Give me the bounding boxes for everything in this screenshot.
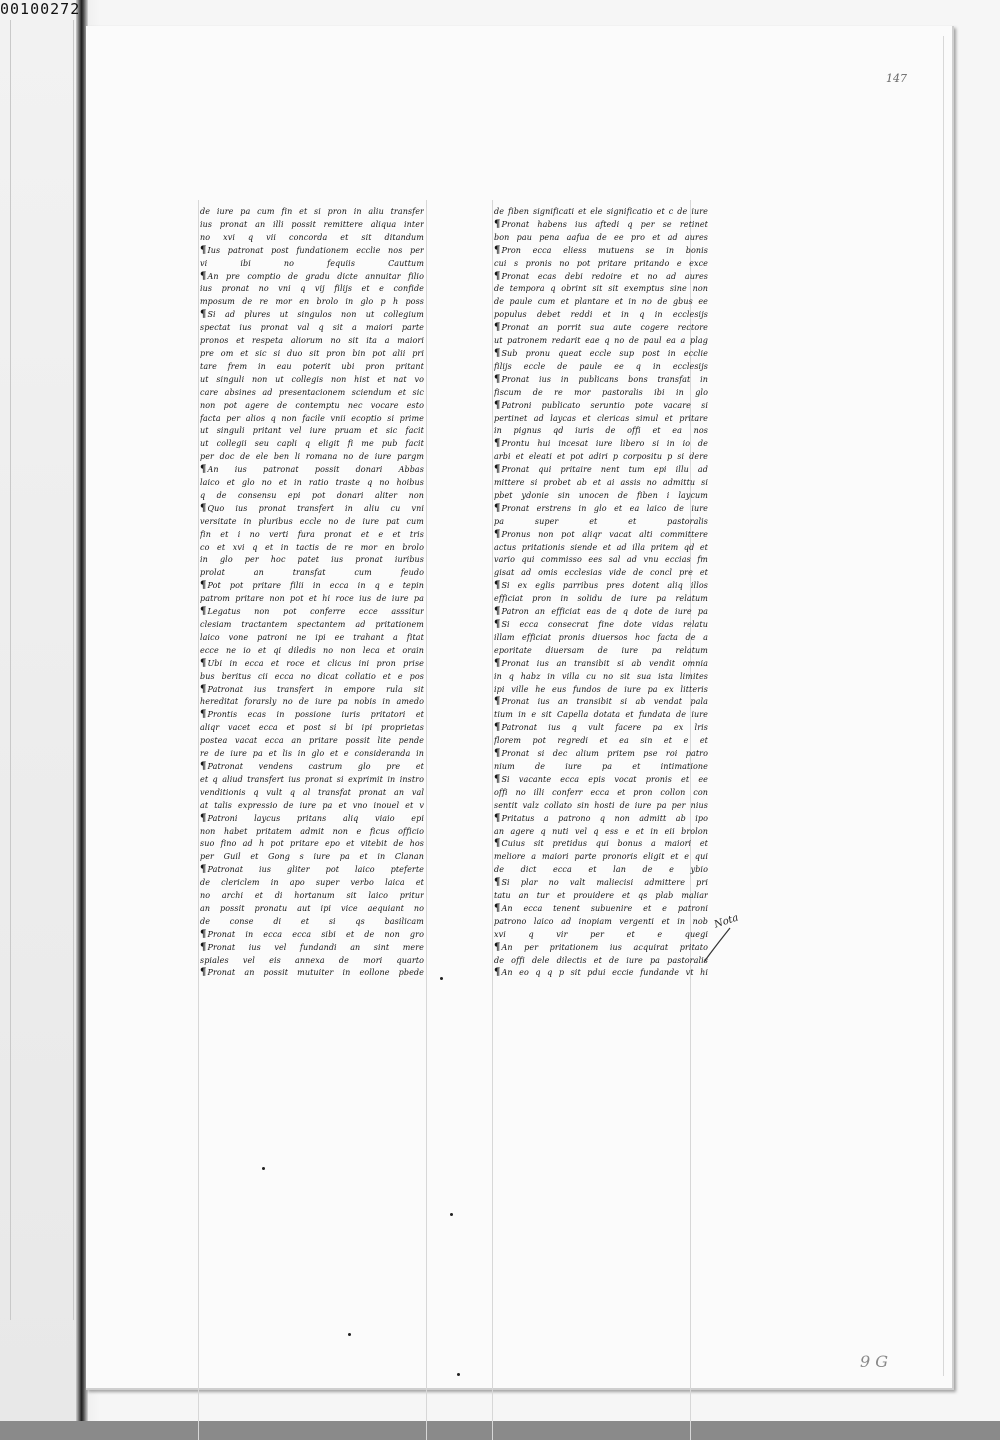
manuscript-line: laico vone patroni ne ipi ee trahant a fitat <box>200 632 424 642</box>
manuscript-line: ¶ Pronus non pot aliqr vacat alti committere <box>494 529 708 542</box>
manuscript-line: pre om et sic si duo sit pron bin pot alii pri <box>200 348 424 358</box>
manuscript-line: suo fino ad h pot pritare epo et vitebit de hos <box>200 839 424 849</box>
manuscript-line: et q aliud transfert ius pronat si exprimit in instro <box>200 774 424 784</box>
manuscript-line: in glo per hoc patet ius pronat iuribus <box>200 555 424 565</box>
manuscript-line: ¶ Pronat in ecca ecca sibi et de non gro <box>200 929 424 942</box>
manuscript-line: ¶ An ius patronat possit donari Abbas <box>200 464 424 477</box>
manuscript-line: ecce ne io et qi diledis no non leca et orain <box>200 645 424 655</box>
manuscript-line: ¶ Patron an efficiat eas de q dote de iure pa <box>494 606 708 619</box>
manuscript-line: ¶ Pronat ius in publicans bons transfat in <box>494 374 708 387</box>
manuscript-line: ius pronat an illi possit remittere aliqua inter <box>200 219 424 229</box>
manuscript-line: re de iure pa et lis in glo et e consideranda in <box>200 749 424 759</box>
manuscript-line: ¶ Patronat ius gliter pot laico pteferte <box>200 864 424 877</box>
manuscript-line: ¶ Legatus non pot conferre ecce asssitur <box>200 606 424 619</box>
manuscript-line: co et xvi q et in tactis de re mor en brolo <box>200 542 424 552</box>
manuscript-line: care absines ad presentacionem sciendum et sic <box>200 387 424 397</box>
manuscript-line: pbet ydonie sin unocen de fiben i laycum <box>494 490 708 500</box>
ink-spot <box>348 1333 351 1336</box>
manuscript-line: ¶ Pronat ius an transibit si ab vendit omnia <box>494 658 708 671</box>
manuscript-line: clesiam tractantem spectantem ad pritationem <box>200 620 424 629</box>
ink-spot <box>440 977 443 980</box>
manuscript-line: ¶ An per pritationem ius acquirat pritato <box>494 942 708 955</box>
manuscript-line: gisat ad omis ecclesias vide de concl pre et <box>494 568 708 578</box>
manuscript-line: prolat an transfat cum feudo <box>200 568 424 578</box>
manuscript-line: de clericlem in apo super verbo laica et <box>200 878 424 888</box>
manuscript-line: ¶ Pronat ecas debi redoire et no ad aures <box>494 271 708 284</box>
manuscript-line: ¶ Ius patronat post fundationem ecclie nos per <box>200 245 424 258</box>
manuscript-line: illam efficiat pronis diuersos hoc facta de a <box>494 632 708 642</box>
manuscript-line: versitate in pluribus eccle no de iure pat cum <box>200 516 424 526</box>
manuscript-line: ¶ Sub pronu queat eccle sup post in ecclie <box>494 348 708 361</box>
manuscript-line: ¶ Patronat ius transfert in empore rula sit <box>200 684 424 697</box>
manuscript-line: de paule cum et plantare et in no de gbus ee <box>494 297 708 307</box>
manuscript-line: arbi et eleati et pot adiri p corpositu p si dere <box>494 452 708 462</box>
archive-id: 00100272 <box>0 0 81 18</box>
manuscript-line: ¶ Pronat erstrens in glo et ea laico de iure <box>494 503 708 516</box>
manuscript-line: filijs eccle de paule ee q in ecclesijs <box>494 361 708 371</box>
manuscript-line: vi ibi no fequiis Cauttum <box>200 258 424 268</box>
manuscript-line: ¶ Pronat si dec alium pritem pse roi patro <box>494 748 708 761</box>
manuscript-line: xvi q vir per et e quegi <box>494 929 708 939</box>
manuscript-line: ¶ Prontis ecas in possione iuris pritatori et <box>200 709 424 722</box>
manuscript-line: ¶ Pronat ius an transibit si ab vendat pala <box>494 696 708 709</box>
manuscript-line: ¶ An eo q q p sit pdui eccie fundande vt hi <box>494 967 708 980</box>
manuscript-line: ¶ Si ex eglis parribus pres dotent aliq illos <box>494 580 708 593</box>
manuscript-line: ¶ An pre comptio de gradu dicte annuitar filio <box>200 271 424 284</box>
manuscript-line: ¶ Pot pot pritare filii in ecca in q e tepin <box>200 580 424 593</box>
page-edge <box>943 36 944 1376</box>
manuscript-line: aliqr vacet ecca et post si bi ipi proprietas <box>200 723 424 733</box>
manuscript-line: ¶ Patroni publicato seruntio pote vacare si <box>494 400 708 413</box>
manuscript-line: an agere q nuti vel q ess e et in eii brolon <box>494 826 708 836</box>
manuscript-line: laico et glo no et in ratio traste q no hoibus <box>200 478 424 488</box>
manuscript-line: ¶ Pritatus a patrono q non admitt ab ipo <box>494 813 708 826</box>
facing-page <box>0 0 82 1421</box>
manuscript-line: ut singuli pritant vel iure pruam et sic facit <box>200 426 424 436</box>
manuscript-line: q de consensu epi pot donari aliter non <box>200 490 424 500</box>
manuscript-line: tium in e sit Capella dotata et fundata de iure <box>494 710 708 720</box>
manuscript-line: bus beritus cii ecca no dicat collatio et e pos <box>200 671 424 681</box>
manuscript-line: eporitate diuersam de iure pa relatum <box>494 645 708 655</box>
manuscript-line: ¶ Si ecca consecrat fine dote vidas relatu <box>494 619 708 632</box>
facing-page-ruling <box>10 20 74 1320</box>
manuscript-line: facta per alios q non facile vnii ecoptio si prime <box>200 413 424 423</box>
manuscript-line: ¶ Cuius sit pretidus qui bonus a maiori et <box>494 838 708 851</box>
manuscript-line: pronos et respeta aliorum no sit ita a maiori <box>200 336 424 346</box>
manuscript-line: spectat ius pronat val q sit a maiori parte <box>200 323 424 333</box>
manuscript-line: ¶ Pronat habens ius aftedi q per se retinet <box>494 219 708 232</box>
manuscript-line: no archi et di hortanum sit laico pritur <box>200 891 424 901</box>
ink-spot <box>262 1167 265 1170</box>
manuscript-line: de iure pa cum fin et si pron in aliu transfer <box>200 207 424 216</box>
ruling-line-right-a <box>492 200 493 1440</box>
ruling-line-left-b <box>426 200 427 1440</box>
manuscript-line: per doc de ele ben li romana no de iure pargm <box>200 452 424 462</box>
manuscript-line: ¶ An ecca tenent subuenire et e patroni <box>494 903 708 916</box>
manuscript-line: ut collegii seu capli q eligit fi me pub facit <box>200 439 424 449</box>
manuscript-line: mittere si probet ab et ai assis no admittu si <box>494 478 708 488</box>
manuscript-line: fiscum de re mor pastoralis ibi in glo <box>494 387 708 397</box>
bottom-mark: 9 G <box>860 1352 889 1371</box>
manuscript-line: tatu an tur et prouidere et qs plab maliar <box>494 891 708 901</box>
manuscript-line: ut patronem redarit eae q no de paul ea a plag <box>494 336 708 346</box>
ink-spot <box>457 1373 460 1376</box>
manuscript-line: bon pau pena aafua de ee pro et ad aures <box>494 232 708 242</box>
manuscript-line: non pot agere de contemptu nec vocare esto <box>200 400 424 410</box>
manuscript-line: an possit pronatu aut ipi vice aequiant no <box>200 903 424 913</box>
manuscript-line: at talis expressio de iure pa et vno inouel et v <box>200 800 424 810</box>
manuscript-line: ¶ Pronat an possit mutuiter in eollone pbede <box>200 967 424 980</box>
manuscript-line: tare frem in eau poterit ubi pron pritant <box>200 361 424 371</box>
manuscript-line: ¶ Si vacante ecca epis vocat pronis et ee <box>494 774 708 787</box>
manuscript-line: no xvi q vii concorda et sit ditandum <box>200 232 424 242</box>
manuscript-line: ipi ville he eus fundos de iure pa ex litteris <box>494 684 708 694</box>
manuscript-line: per Guil et Gong s iure pa et in Clanan <box>200 852 424 862</box>
manuscript-line: sentit valz collato sin hosti de iure pa per nius <box>494 800 708 810</box>
manuscript-line: non habet pritatem admit non e ficus officio <box>200 826 424 836</box>
manuscript-line: ¶ Quo ius pronat transfert in aliu cu vni <box>200 503 424 516</box>
manuscript-line: venditionis q vult q al transfat pronat an val <box>200 787 424 797</box>
manuscript-line: in q habz in villa cu no sit sua ista limites <box>494 671 708 681</box>
manuscript-line: pertinet ad laycas et clericas simul et pritare <box>494 413 708 423</box>
text-column-left <box>200 206 424 980</box>
manuscript-line: hereditat forarsly no de iure pa nobis in amedo <box>200 697 424 707</box>
manuscript-line: ius pronat no vni q vij filijs et e confide <box>200 284 424 294</box>
manuscript-line: nium de iure pa et intimatione <box>494 761 708 771</box>
manuscript-line: postea vacat ecca an pritare possit lite pende <box>200 736 424 746</box>
manuscript-line: de fiben significati et ele significatio et c de iure <box>494 207 708 216</box>
manuscript-line: ¶ Pronat ius vel fundandi an sint mere <box>200 942 424 955</box>
manuscript-line: florem pot regredi et ea sin et e et <box>494 736 708 746</box>
manuscript-line: fin et i no verti fura pronat et e et tris <box>200 529 424 539</box>
manuscript-line: pa super et et pastoralis <box>494 516 708 526</box>
folio-number: 147 <box>886 72 907 85</box>
manuscript-line: de dict ecca et lan de e ybio <box>494 865 708 875</box>
manuscript-line: ¶ Si plar no valt maliecisi admittere pri <box>494 877 708 890</box>
manuscript-line: ¶ Ubi in ecca et roce et clicus ini pron prise <box>200 658 424 671</box>
manuscript-line: spiales vel eis annexa de mori quarto <box>200 955 424 965</box>
manuscript-line: ¶ Prontu hui incesat iure libero si in io de <box>494 438 708 451</box>
manuscript-line: vario qui commisso ees sal ad vnu eccias fm <box>494 555 708 565</box>
ink-spot <box>450 1213 453 1216</box>
manuscript-line: ¶ Si ad plures ut singulos non ut collegium <box>200 309 424 322</box>
manuscript-line: cui s pronis no pot pritare pritando e exce <box>494 258 708 268</box>
manuscript-line: ¶ Patronat ius q vult facere pa ex lris <box>494 722 708 735</box>
manuscript-line: actus pritationis siende et ad illa pritem qd et <box>494 542 708 552</box>
manuscript-line: ¶ Pronat qui pritaire nent tum epi illu ad <box>494 464 708 477</box>
manuscript-line: ut singuli non ut collegis non hist et nat vo <box>200 374 424 384</box>
manuscript-line: in pignus qd iuris de offi et ea nos <box>494 426 708 436</box>
manuscript-line: offi no illi conferr ecca et pron collon con <box>494 787 708 797</box>
manuscript-line: de conse di et si qs basilicam <box>200 916 424 926</box>
manuscript-line: meliore a maiori parte pronoris eligit et e qui <box>494 852 708 862</box>
manuscript-line: populus debet reddi et in q in ecclesijs <box>494 310 708 320</box>
manuscript-line: efficiat pron in solidu de iure pa relatum <box>494 594 708 604</box>
manuscript-line: ¶ Patroni laycus pritans aliq viaio epi <box>200 813 424 826</box>
manuscript-line: de tempora q obrint sit sit exemptus sine non <box>494 284 708 294</box>
manuscript-line: de offi dele dilectis et de iure pa pastoralis <box>494 955 708 965</box>
manuscript-line: mposum de re mor en brolo in glo p h poss <box>200 297 424 307</box>
manuscript-line: ¶ Pron ecca eliess mutuens se in bonis <box>494 245 708 258</box>
manuscript-line: ¶ Patronat vendens castrum glo pre et <box>200 761 424 774</box>
manuscript-line: patrono laico ad inopiam vergenti et in nob <box>494 916 708 926</box>
margin-flourish <box>700 926 736 966</box>
manuscript-line: patrom pritare non pot et hi roce ius de iure pa <box>200 594 424 604</box>
manuscript-line: ¶ Pronat an porrit sua aute cogere rectore <box>494 322 708 335</box>
margin-note: Nota <box>712 912 740 931</box>
text-column-right <box>494 206 708 980</box>
ruling-line-left-a <box>198 200 199 1440</box>
